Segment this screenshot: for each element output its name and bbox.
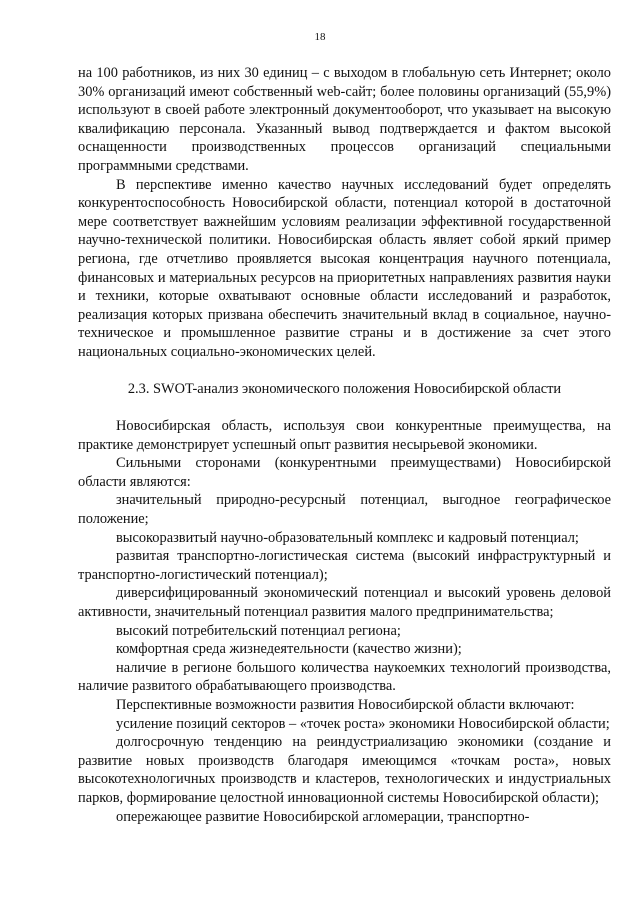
list-item: значительный природно-ресурсный потенциал, выгодное географическое положение;: [78, 492, 611, 528]
page-number: 18: [314, 31, 326, 43]
paragraph-intro: Новосибирская область, используя свои конкурентные преимущества, на практике демонстрирует успешный опыт развития несырьевой экономики.: [78, 418, 611, 453]
list-item: наличие в регионе большого количества наукоемких технологий производства, наличие развитого обрабатывающего производства.: [78, 659, 611, 695]
list-item: развитая транспортно-логистическая система (высокий инфраструктурный и транспортно-логистический потенциал);: [78, 548, 611, 583]
list-item: высокий потребительский потенциал региона;: [116, 622, 401, 639]
list-item: высокоразвитый научно-образовательный комплекс и кадровый потенциал;: [116, 529, 579, 546]
section-heading: 2.3. SWOT-анализ экономического положения Новосибирской области: [127, 380, 562, 397]
paragraph-opportunities-lead: Перспективные возможности развития Новосибирской области включают:: [116, 697, 575, 713]
list-item: опережающее развитие Новосибирской агломерации, транспортно-: [116, 808, 530, 825]
paragraph-strengths-lead: Сильными сторонами (конкурентными преимуществами) Новосибирской области являются:: [78, 455, 611, 490]
document-body: [78, 64, 611, 826]
paragraph-continuation: на 100 работников, из них 30 единиц – с выходом в глобальную сеть Интернет; около 30% организаций имеют собственный web-сайт; более половины организаций (55,9%) используют в своей работе электронный документооборот, что указывает на высокую квалификацию персонала. Указанный вывод подтверждается и фактом высокой оснащенности производственных процессов организаций специальными программными средствами.: [78, 65, 611, 174]
paragraph-research-outlook: В перспективе именно качество научных исследований будет определять конкурентоспособность Новосибирской области, потенциал которой в достаточной мере соответствует важнейшим условиям реализации эффективной государственной научно-технической политики. Новосибирская область являет собой яркий пример региона, где отчетливо проявляется высокая концентрация научного потенциала, финансовых и материальных ресурсов на приоритетных направлениях развития науки и техники, которые охватывают основные области исследований и разработок, реализация которых призвана обеспечить значительный вклад в социальное, научно-техническое и промышленное развитие страны и в достижение за счет этого национальных социально-экономических целей.: [78, 176, 611, 360]
list-item: диверсифицированный экономический потенциал и высокий уровень деловой активности, значительный потенциал развития малого предпринимательства;: [78, 585, 611, 621]
list-item: комфортная среда жизнедеятельности (качество жизни);: [116, 641, 462, 658]
list-item: долгосрочную тенденцию на реиндустриализацию экономики (создание и развитие новых производств благодаря имеющимся «точкам роста», новых высокотехнологичных производств и кластеров, технологических и индустриальных парков, формирование целостной инновационной системы Новосибирской области);: [78, 734, 611, 806]
list-item: усиление позиций секторов – «точек роста» экономики Новосибирской области;: [116, 715, 610, 732]
